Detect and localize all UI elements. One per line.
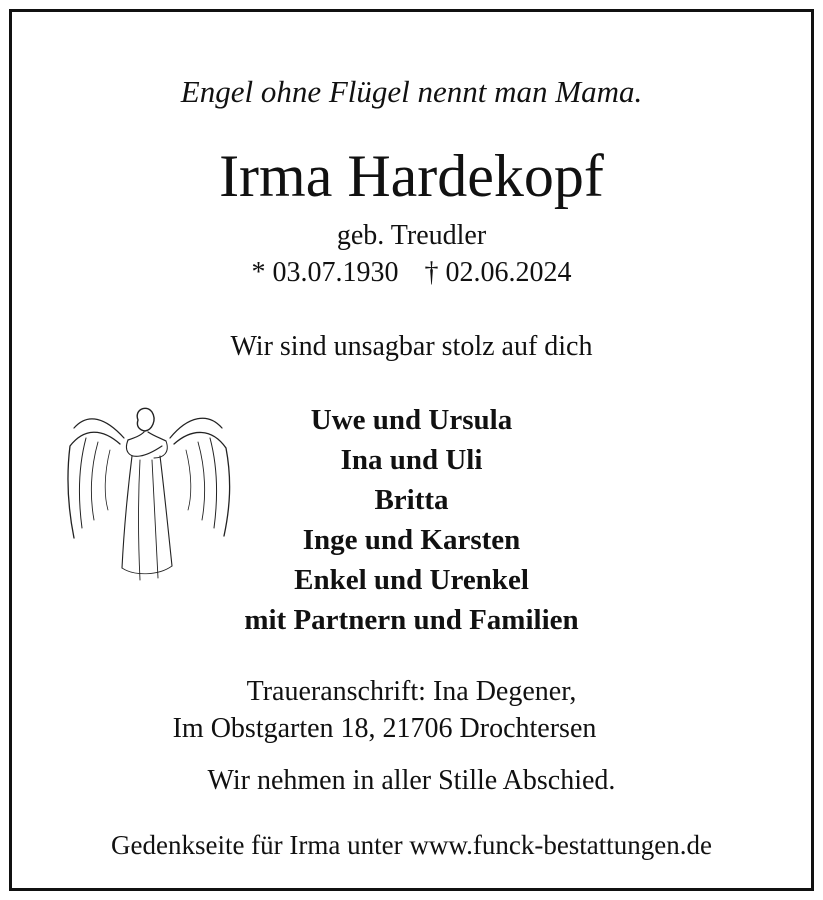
birth-date: * 03.07.1930 [251,257,399,288]
death-date: † 02.06.2024 [424,257,572,288]
mourner-line: Uwe und Ursula [310,404,513,436]
life-dates [0,259,823,287]
address-line-2: Im Obstgarten 18, 21706 Drochtersen [172,713,597,744]
maiden-name: geb. Treudler [336,220,487,251]
motto: Engel ohne Flügel nennt man Mama. [180,74,643,109]
address-line-1: Traueranschrift: Ina Degener, [246,676,577,707]
pride-line: Wir sind unsagbar stolz auf dich [230,331,593,362]
mourner-line: Inge und Karsten [302,524,521,556]
mourner-line: Britta [374,484,449,516]
mourner-line: Ina und Uli [340,444,483,476]
mourner-line: mit Partnern und Familien [244,604,579,636]
farewell-line: Wir nehmen in aller Stille Abschied. [207,765,616,796]
mourner-line: Enkel und Urenkel [294,564,529,596]
deceased-name: Irma Hardekopf [219,143,604,209]
memorial-page-line: Gedenkseite für Irma unter www.funck-bestattungen.de [110,830,713,860]
mourner-list [0,400,823,640]
